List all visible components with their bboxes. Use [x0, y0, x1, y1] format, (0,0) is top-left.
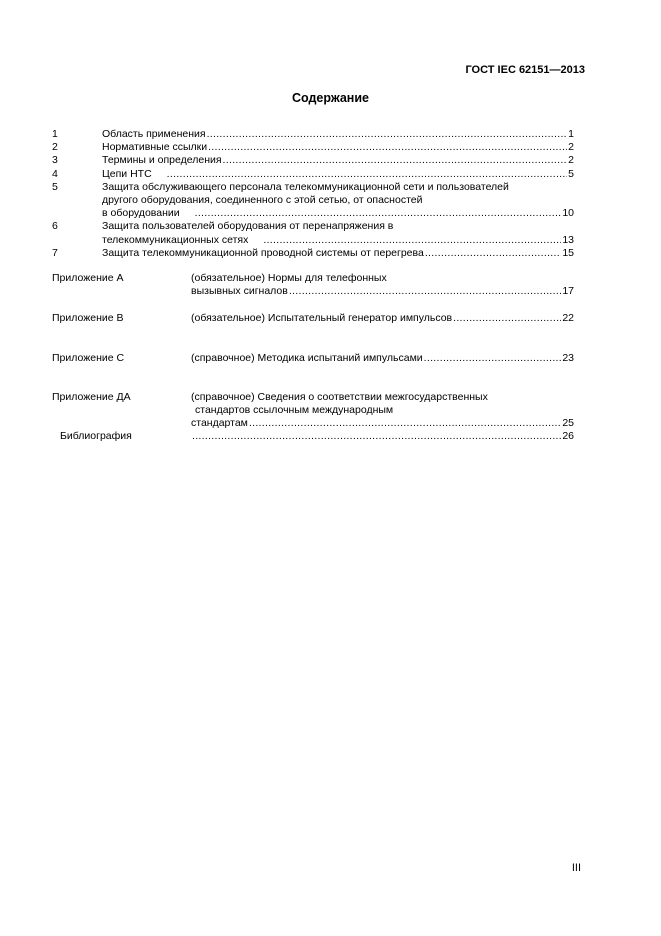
toc-entry-title: Защита телекоммуникационной проводной системы от перегрева [102, 246, 424, 259]
dot-leader [453, 312, 561, 325]
toc-entry-page: 2 [568, 154, 574, 167]
toc-entry-1[interactable] [52, 128, 574, 141]
annex-label: Приложение ДА [52, 390, 131, 403]
toc-entry-page: 5 [568, 167, 574, 180]
toc-entry-title-line: Защита пользователей оборудования от перенапряжения в [102, 220, 394, 233]
annex-title-line: (справочное) Методика испытаний импульсами [191, 351, 423, 364]
annex-title-line: стандартам [191, 417, 248, 430]
toc-bibliography[interactable] [52, 430, 574, 443]
annex-title-line: стандартов ссылочным международным [195, 404, 394, 417]
toc-entry-3[interactable] [52, 154, 574, 167]
annex-title-line: (обязательное) Нормы для телефонных [191, 272, 387, 285]
toc-entry-number: 1 [52, 128, 58, 140]
annex-page: 17 [562, 285, 574, 298]
dot-leader [289, 285, 561, 298]
toc-entry-number: 5 [52, 180, 58, 193]
document-header: ГОСТ IEC 62151—2013 [465, 64, 585, 76]
toc-entry-title-line: телекоммуникационных сетях [102, 233, 249, 246]
dot-leader [195, 207, 562, 220]
dot-leader [263, 234, 561, 247]
toc-entry-title: Нормативные ссылки [102, 141, 208, 154]
toc-entry-page: 1 [568, 128, 574, 140]
toc-annex-da[interactable] [52, 391, 574, 431]
toc-entry-2[interactable] [52, 141, 574, 154]
toc-entry-title: Цепи НТС [102, 167, 152, 180]
toc-entry-title-line: другого оборудования, соединенного с этой сетью, от опасностей [102, 194, 423, 207]
annex-page: 22 [562, 312, 574, 325]
toc-entry-6[interactable] [52, 220, 574, 246]
annex-label: Приложение А [52, 272, 124, 285]
bibliography-label: Библиография [60, 430, 132, 443]
annex-label: Приложение В [52, 312, 124, 325]
annex-title-line: (обязательное) Испытательный генератор импульсов [191, 312, 453, 325]
toc-entry-title: Область применения [102, 128, 206, 140]
toc-annex-c[interactable] [52, 352, 574, 365]
dot-leader [425, 247, 561, 260]
annex-label: Приложение С [52, 351, 125, 364]
toc-annex-a[interactable] [52, 272, 574, 298]
annex-page: 23 [562, 351, 574, 364]
table-of-contents [52, 128, 574, 444]
dot-leader [208, 141, 567, 154]
annex-title-line: (справочное) Сведения о соответствии межгосударственных [191, 390, 488, 403]
dot-leader [192, 430, 561, 443]
toc-entry-number: 2 [52, 141, 58, 154]
toc-entry-title: Термины и определения [102, 154, 222, 167]
toc-entry-number: 3 [52, 154, 58, 167]
page-number: III [571, 862, 581, 874]
bibliography-page: 26 [562, 430, 574, 443]
toc-entry-number: 6 [52, 220, 58, 233]
annex-page: 25 [562, 417, 574, 430]
toc-entry-title-line: Защита обслуживающего персонала телекоммуникационной сети и пользователей [102, 180, 509, 193]
toc-entry-page: 13 [562, 233, 574, 246]
toc-entry-7[interactable] [52, 247, 574, 260]
toc-entry-5[interactable] [52, 181, 574, 221]
toc-annex-b[interactable] [52, 312, 574, 325]
toc-entry-number: 7 [52, 246, 58, 259]
toc-entry-title-line: в оборудовании [102, 207, 180, 220]
toc-entry-number: 4 [52, 167, 58, 180]
toc-entry-page: 15 [562, 246, 574, 259]
dot-leader [167, 168, 568, 181]
annex-title-line: вызывных сигналов [191, 285, 288, 298]
page-title: Содержание [291, 91, 369, 105]
toc-entry-page: 2 [568, 141, 574, 154]
toc-entry-page: 10 [562, 207, 574, 220]
dot-leader [223, 154, 568, 167]
dot-leader [424, 352, 562, 365]
toc-entry-4[interactable] [52, 168, 574, 181]
dot-leader [249, 417, 561, 430]
dot-leader [207, 128, 568, 141]
